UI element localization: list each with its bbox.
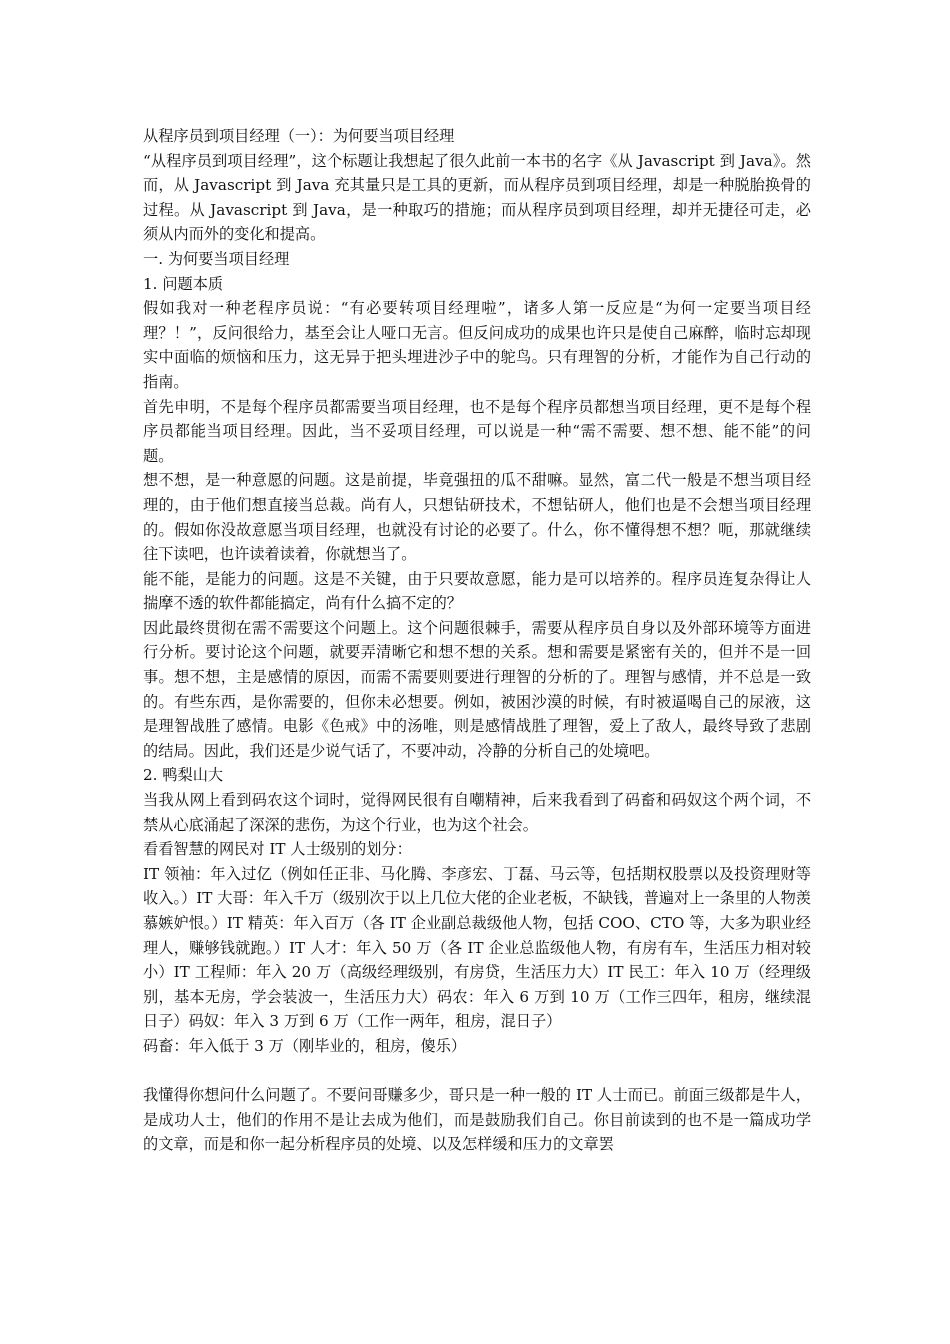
intro-paragraph: “从程序员到项目经理”，这个标题让我想起了很久此前一本书的名字《从 Javascript 到 Java》。然而，从 Javascript 到 Java 充其量只是工具的更新，而从程序员到项目经理，却是一种脱胎换骨的过程。从 Javascript 到 Java，是一种取巧的措施；而从程序员到项目经理，却并无捷径可走，必须从内而外的变化和提高。 <box>143 151 811 244</box>
paragraph: 想不想，是一种意愿的问题。这是前提，毕竟强扭的瓜不甜嘛。显然，富二代一般是不想当项目经理的，由于他们想直接当总裁。尚有人，只想钻研技术，不想钻研人，他们也是不会想当项目经理的。假如你没故意愿当项目经理，也就没有讨论的必要了。什么，你不懂得想不想？呃，那就继续往下读吧，也许读着读着，你就想当了。 <box>143 471 811 564</box>
document-title: 从程序员到项目经理（一）：为何要当项目经理 <box>143 127 455 145</box>
paragraph: 首先申明，不是每个程序员都需要当项目经理，也不是每个程序员都想当项目经理，更不是每个程序员都能当项目经理。因此，当不妥项目经理，可以说是一种“需不需要、想不想、能不能”的问题。 <box>143 397 811 465</box>
subsection-heading: 2. 鸭梨山大 <box>143 766 224 785</box>
paragraph: 我懂得你想问什么问题了。不要问哥赚多少，哥只是一种一般的 IT 人士而已。前面三级都是牛人，是成功人士，他们的作用不是让去成为他们，而是鼓励我们自己。你目前读到的也不是一篇成功学的文章，而是和你一起分析程序员的处境、以及怎样缓和压力的文章罢 <box>143 1086 811 1154</box>
document-page <box>143 124 811 1157</box>
paragraph: 看看智慧的网民对 IT 人士级别的划分： <box>143 840 412 859</box>
paragraph: 码畜：年入低于 3 万（刚毕业的，租房，傻乐） <box>143 1036 467 1055</box>
paragraph: 假如我对一种老程序员说：“有必要转项目经理啦”，诸多人第一反应是“为何一定要当项目经理？！”，反问很给力，基至会让人哑口无言。但反问成功的成果也许只是使自己麻醉，临时忘却现实中面临的烦恼和压力，这无异于把头埋进沙子中的鸵鸟。只有理智的分析，才能作为自己行动的指南。 <box>143 299 811 391</box>
subsection-heading: 1. 问题本质 <box>143 274 224 293</box>
section-heading: 一. 为何要当项目经理 <box>143 249 290 268</box>
paragraph: 能不能，是能力的问题。这是不关键，由于只要故意愿，能力是可以培养的。程序员连复杂得让人揣摩不透的软件都能搞定，尚有什么搞不定的？ <box>143 569 811 613</box>
paragraph: 当我从网上看到码农这个词时，觉得网民很有自嘲精神，后来我看到了码畜和码奴这个两个词，不禁从心底涌起了深深的悲伤，为这个行业，也为这个社会。 <box>143 791 811 834</box>
paragraph: 因此最终贯彻在需不需要这个问题上。这个问题很棘手，需要从程序员自身以及外部环境等方面进行分析。要讨论这个问题，就要弄清晰它和想不想的关系。想和需要是紧密有关的，但并不是一回事。想不想，主是感情的原因，而需不需要则要进行理智的分析的了。理智与感情，并不总是一致的。有些东西，是你需要的，但你未必想要。例如，被困沙漠的时候，有时被逼喝自己的尿液，这是理智战胜了感情。电影《色戒》中的汤唯，则是感情战胜了理智，爱上了敌人，最终导致了悲剧的结局。因此，我们还是少说气话了，不要冲动，冷静的分析自己的处境吧。 <box>143 618 811 760</box>
paragraph: IT 领袖：年入过亿（例如任正非、马化腾、李彦宏、丁磊、马云等，包括期权股票以及投资理财等收入。）IT 大哥：年入千万（级别次于以上几位大佬的企业老板，不缺钱，普遍对上一条里的人物羡慕嫉妒恨。）IT 精英：年入百万（各 IT 企业副总裁级他人物，包括 COO、CTO 等，大多为职业经理人，赚够钱就跑。）IT 人才：年入 50 万（各 IT 企业总监级他人物，有房有车，生活压力相对较小）IT 工程师：年入 20 万（高级经理级别，有房贷，生活压力大）IT 民工：年入 10 万（经理级别，基本无房，学会装波一，生活压力大）码农：年入 6 万到 10 万（工作三四年，租房，继续混日子）码奴：年入 3 万到 6 万（工作一两年，租房，混日子） <box>143 864 811 1031</box>
blank-line <box>143 1059 811 1084</box>
